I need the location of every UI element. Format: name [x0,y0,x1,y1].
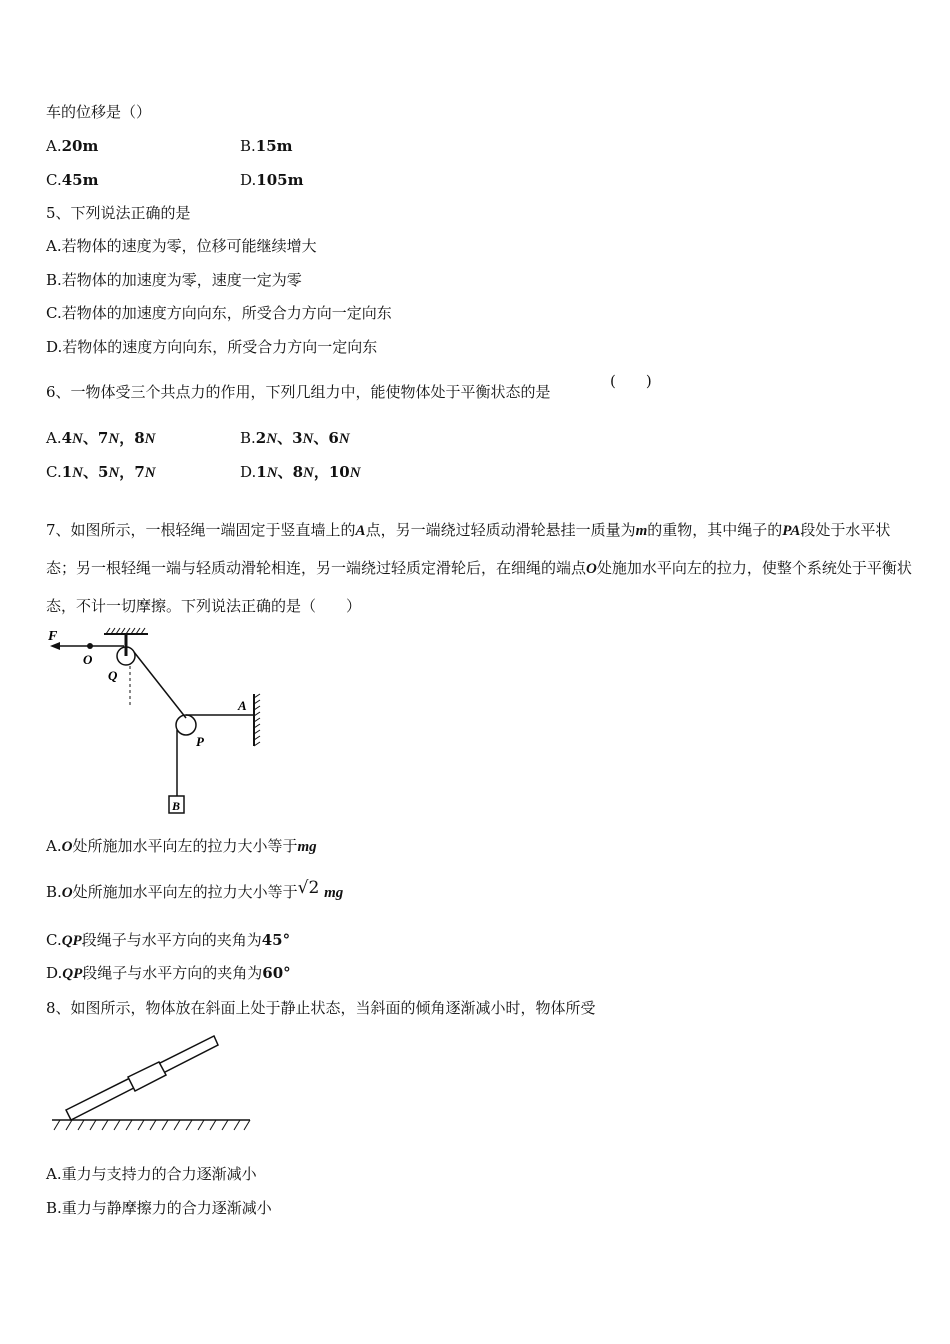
rope-q-p [134,652,186,718]
q6-stem: 6、一物体受三个共点力的作用，下列几组力中，能使物体处于平衡状态的是 [46,383,551,401]
label-o: O [83,652,93,667]
ground-hatch [54,1120,250,1130]
sqrt-two: √2 [297,878,320,898]
incline-diagram [46,1032,256,1136]
label-a: A [238,698,247,713]
q6-option-a: A.4N、7N，8N [46,429,156,447]
q4-option-c: C.45m [46,171,99,189]
label-q: Q [108,668,118,683]
q8-option-a: A.重力与支持力的合力逐渐减小 [46,1165,257,1183]
q6-option-b: B.2N、3N、6N [240,429,350,447]
q7-option-b: B.O处所施加水平向左的拉力大小等于√2 mg [46,878,344,901]
label-p: P [196,734,204,749]
q6-option-c: C.1N、5N，7N [46,463,156,481]
label-b: B [172,799,181,813]
q4-stem-tail: 车的位移是（） [46,103,152,121]
q4-option-b: B.15m [240,137,293,155]
label-f: F [48,629,58,644]
q8-stem: 8、如图所示，物体放在斜面上处于静止状态，当斜面的倾角逐渐减小时，物体所受 [46,999,596,1017]
q7-option-c: C.QP段绳子与水平方向的夹角为45° [46,931,291,949]
q6-option-d: D.1N、8N，10N [240,463,361,481]
q5-option-a: A.若物体的速度为零，位移可能继续增大 [46,237,317,255]
q5-option-b: B.若物体的加速度为零，速度一定为零 [46,271,302,289]
q8-option-b: B.重力与静摩擦力的合力逐渐减小 [46,1199,272,1217]
q7-stem: 7、如图所示，一根轻绳一端固定于竖直墙上的A点，另一端绕过轻质动滑轮悬挂一质量为m的重物，其中绳子的PA段处于水平状态；另一根轻绳一端与轻质动滑轮相连，另一端绕过轻质定滑轮后，在细绳的端点O处施加水平向左的拉力，使整个系统处于平衡状态，不计一切摩擦。下列说法正确的是（ ） [46,521,912,615]
q5-stem: 5、下列说法正确的是 [46,204,191,222]
q6-answer-paren: ( ) [610,372,652,390]
q5-option-d: D.若物体的速度方向向东，所受合力方向一定向东 [46,338,378,356]
q5-option-c: C.若物体的加速度方向向东，所受合力方向一定向东 [46,304,392,322]
q7-option-d: D.QP段绳子与水平方向的夹角为60° [46,964,291,982]
block-on-incline [128,1062,166,1091]
point-o [87,643,93,649]
pulley-diagram [40,622,280,818]
q4-option-a: A.20m [46,137,99,155]
q4-option-d: D.105m [240,171,304,189]
q7-option-a: A.O处所施加水平向左的拉力大小等于mg [46,837,317,855]
